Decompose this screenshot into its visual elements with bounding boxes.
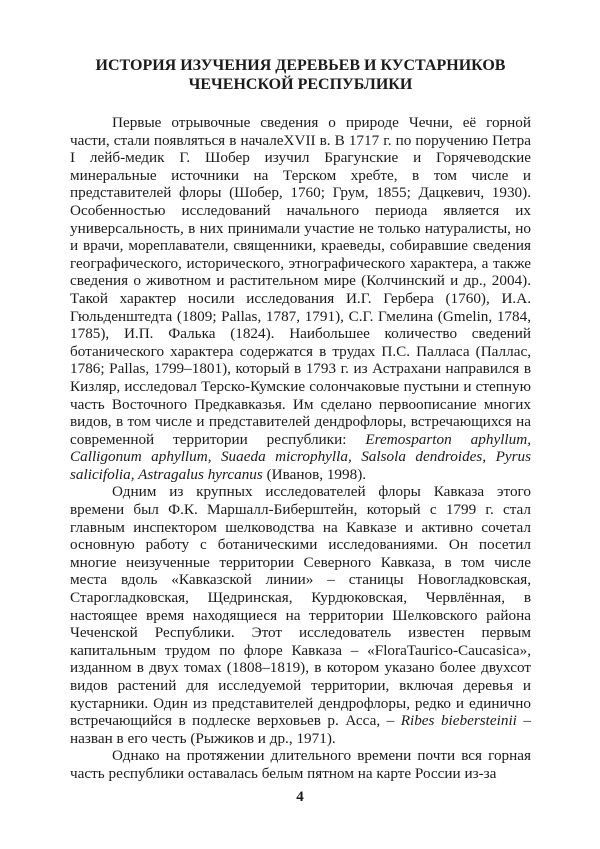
page-number: 4 <box>296 789 304 805</box>
paragraph-2-citation: – назван в его честь (Рыжиков и др., 1971). <box>70 712 531 747</box>
paragraph-blank-spot <box>70 747 531 782</box>
species-name-italic: Ribes biebersteinii <box>400 712 517 730</box>
paragraph-1-text: Первые отрывочные сведения о природе Чечни, её горной части, стали появляться в началеXVII в. В 1717 г. по поручению Петра I лейб-медик Г. Шобер изучил Брагунские и Горячеводские минеральные источники на Терском хребте, в том числе и представителей флоры (Шобер, 1760; Грум, 1855; Дацкевич, 1930). Особенностью исследований начального периода является их универсальность, в них принимали участие не только натуралисты, но и врачи, мореплаватели, священники, краеведы, собиравшие сведения географического, исторического, этнографического характера, а также сведения о животном и растительном мире (Колчинский и др., 2004). Такой характер носили исследования И.Г. Гербера (1760), И.А. Гюльденштедта (1809; Pallas, 1787, 1791), С.Г. Гмелина (Gmelin, 1784, 1785), И.П. Фалька (1824). Наибольшее количество сведений ботанического характера содержатся в трудах П.С. Палласа (Паллас, 1786; Pallas, 1799–1801), который в 1793 г. из Астрахани направился в Кизляр, исследовал Терско-Кумские солончаковые пустыни и степную часть Восточного Предкавказья. Им сделано первоописание многих видов, в том числе и представителей дендрофлоры, встречающихся на современной территории республики: <box>70 114 531 448</box>
paragraph-1-citation: (Иванов, 1998). <box>262 465 367 483</box>
title-line-1: ИСТОРИЯ ИЗУЧЕНИЯ ДЕРЕВЬЕВ И КУСТАРНИКОВ <box>95 57 506 74</box>
paragraph-2-text: Одним из крупных исследователей флоры Кавказа этого времени был Ф.К. Маршалл-Биберштейн, который с 1799 г. стал главным инспектором шелководства на Кавказе и активно сочетал основную работу с ботаническими исследованиями. Он посетил многие неизученные территории Северного Кавказа, в том числе места вдоль «Кавказской линии» – станицы Новогладковская, Старогладковская, Щедринская, Курдюковская, Червлённая, в настоящее время находящиеся на территории Шелковского района Чеченской Республики. Этот исследователь известен первым капитальным трудом по флоре Кавказа – «FloraTaurico-Caucasica», изданном в двух томах (1808–1819), в котором указано более двухсот видов растений для исследуемой территории, включая деревья и кустарники. Один из представителей дендрофлоры, редко и единично встречающийся в подлеске верховьев р. Асса, – <box>70 483 531 730</box>
paragraph-3-text: Однако на протяжении длительного времени почти вся горная часть республики оставалась белым пятном на карте России из-за <box>70 747 531 782</box>
paragraph-early-studies <box>70 114 531 483</box>
document-body <box>70 114 531 783</box>
page-footer <box>0 788 600 806</box>
title-line-2: ЧЕЧЕНСКОЙ РЕСПУБЛИКИ <box>188 76 413 93</box>
species-list-italic: Eremosparton aphyllum, Calligonum aphyllum, Suaeda microphylla, Salsola dendroides, Pyrus salicifolia, Astragalus hyrcanus <box>70 430 531 483</box>
paragraph-bieberstein <box>70 483 531 747</box>
page-title <box>70 56 531 94</box>
